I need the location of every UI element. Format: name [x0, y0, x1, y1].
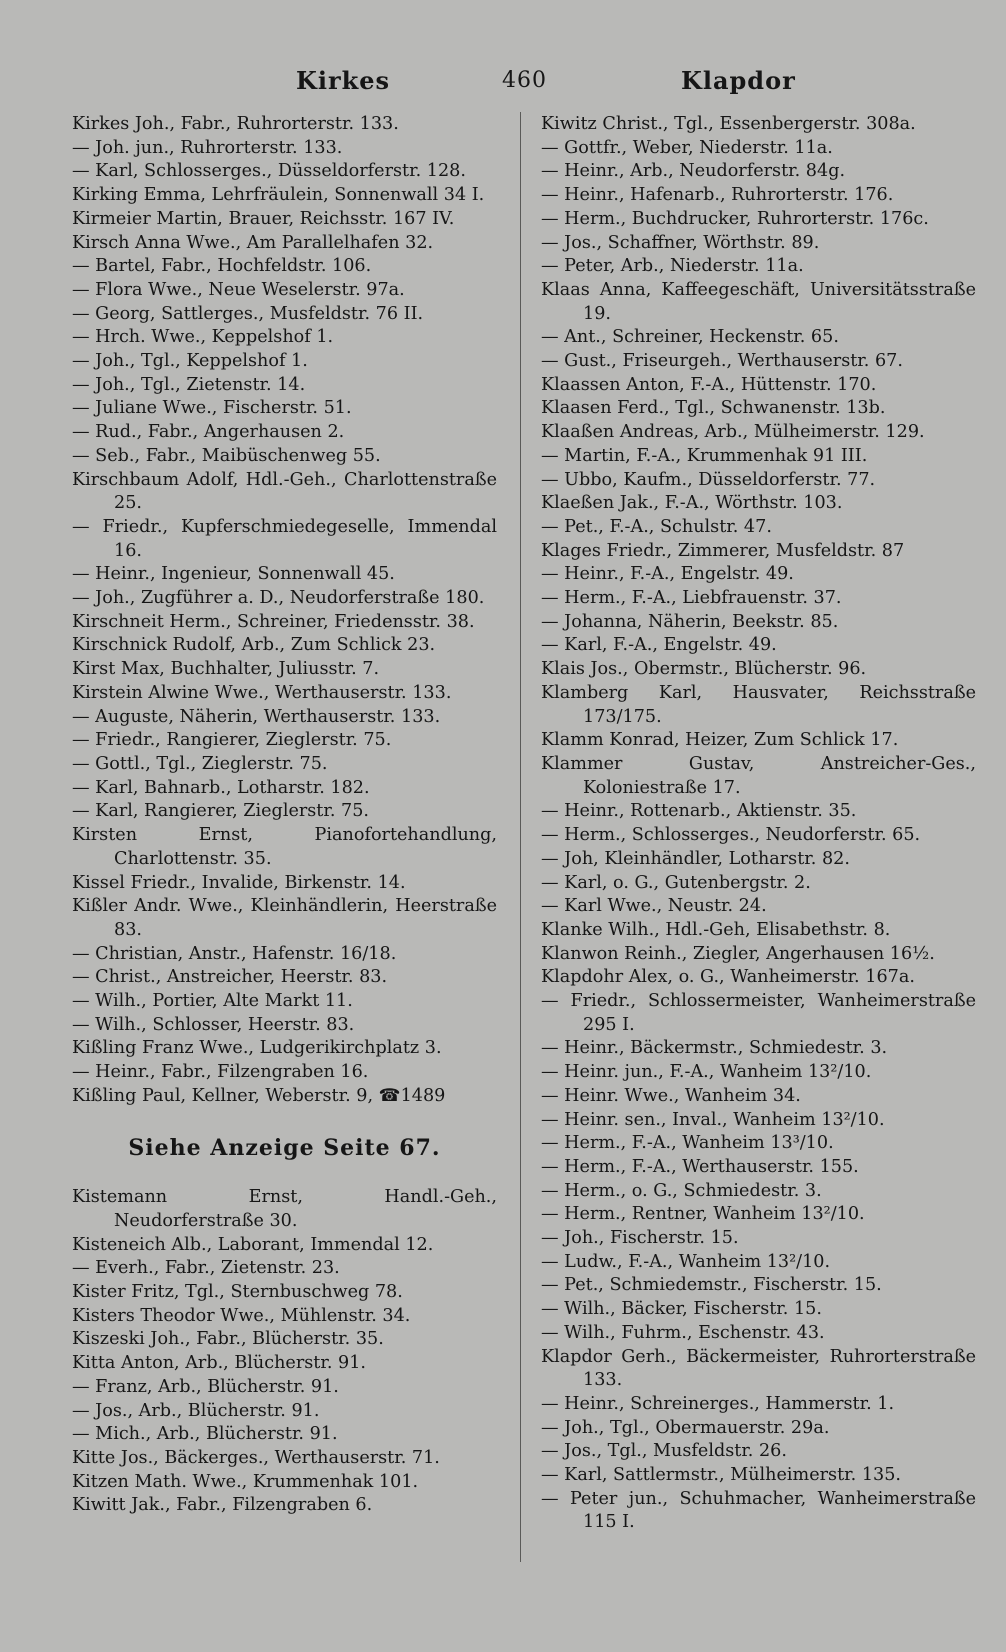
directory-entry: — Herm., F.-A., Wanheim 13³/10.	[541, 1133, 834, 1154]
directory-entry: Klaaßen Andreas, Arb., Mülheimerstr. 129.	[541, 422, 925, 443]
directory-entry: Klaassen Anton, F.-A., Hüttenstr. 170.	[541, 374, 877, 395]
directory-entry: — Karl, Sattlermstr., Mülheimerstr. 135.	[541, 1465, 901, 1486]
directory-entry: — Heinr., Fabr., Filzengraben 16.	[72, 1062, 369, 1083]
right-column	[541, 113, 976, 1535]
directory-entry: — Gust., Friseurgeh., Werthauserstr. 67.	[541, 351, 903, 372]
page-number: 460	[502, 68, 547, 93]
directory-entry: Kirsch Anna Wwe., Am Parallelhafen 32.	[72, 232, 434, 253]
directory-entry: — Karl, o. G., Gutenbergstr. 2.	[541, 872, 811, 893]
column-divider	[520, 112, 521, 1562]
header-right-keyword: Klapdor	[681, 66, 796, 95]
directory-entry: Kirst Max, Buchhalter, Juliusstr. 7.	[72, 659, 380, 680]
directory-entry: Kirschneit Herm., Schreiner, Friedensstr. 38.	[72, 611, 475, 632]
directory-entry: Kitzen Math. Wwe., Krummenhak 101.	[72, 1471, 419, 1492]
directory-entry: Klammer Gustav, Anstreicher-Ges., Koloniestraße 17.	[541, 753, 976, 798]
right-entries	[541, 113, 976, 1535]
directory-entry: Klais Jos., Obermstr., Blücherstr. 96.	[541, 659, 867, 680]
directory-entry: — Wilh., Schlosser, Heerstr. 83.	[72, 1014, 355, 1035]
directory-entry: Klaas Anna, Kaffeegeschäft, Universitätsstraße 19.	[541, 279, 976, 324]
directory-entry: Kiwitz Christ., Tgl., Essenbergerstr. 308a.	[541, 114, 916, 134]
directory-entry: Klages Friedr., Zimmerer, Musfeldstr. 87	[541, 540, 905, 561]
directory-entry: Kister Fritz, Tgl., Sternbuschweg 78.	[72, 1282, 403, 1303]
directory-entry: Kirkes Joh., Fabr., Ruhrorterstr. 133.	[72, 114, 399, 134]
directory-entry: — Peter jun., Schuhmacher, Wanheimerstraße 115 I.	[541, 1488, 976, 1533]
directory-entry: — Friedr., Rangierer, Zieglerstr. 75.	[72, 730, 392, 751]
directory-entry: — Pet., Schmiedemstr., Fischerstr. 15.	[541, 1275, 882, 1296]
directory-entry: — Auguste, Näherin, Werthauserstr. 133.	[72, 706, 441, 727]
directory-entry: — Pet., F.-A., Schulstr. 47.	[541, 516, 772, 537]
directory-entry: Klaeßen Jak., F.-A., Wörthstr. 103.	[541, 493, 843, 514]
directory-entry: Kissel Friedr., Invalide, Birkenstr. 14.	[72, 872, 406, 893]
directory-entry: Kißling Franz Wwe., Ludgerikirchplatz 3.	[72, 1038, 442, 1059]
directory-entry: — Heinr., Hafenarb., Ruhrorterstr. 176.	[541, 185, 894, 206]
directory-entry: — Seb., Fabr., Maibüschenweg 55.	[72, 445, 381, 466]
directory-entry: — Gottl., Tgl., Zieglerstr. 75.	[72, 753, 328, 774]
directory-entry: — Heinr., Schreinerges., Hammerstr. 1.	[541, 1393, 895, 1414]
directory-entry: — Gottfr., Weber, Niederstr. 11a.	[541, 137, 833, 158]
directory-entry: — Hrch. Wwe., Keppelshof 1.	[72, 327, 334, 348]
directory-entry: — Juliane Wwe., Fischerstr. 51.	[72, 398, 352, 419]
directory-entry: — Heinr., F.-A., Engelstr. 49.	[541, 564, 794, 585]
directory-entry: Kitta Anton, Arb., Blücherstr. 91.	[72, 1353, 366, 1374]
directory-entry: Kirschbaum Adolf, Hdl.-Geh., Charlottenstraße 25.	[72, 469, 497, 514]
directory-entry: — Herm., F.-A., Werthauserstr. 155.	[541, 1156, 859, 1177]
directory-entry: — Jos., Schaffner, Wörthstr. 89.	[541, 232, 820, 253]
directory-entry: — Wilh., Portier, Alte Markt 11.	[72, 991, 353, 1012]
directory-entry: — Joh. jun., Ruhrorterstr. 133.	[72, 137, 343, 158]
directory-entry: — Jos., Tgl., Musfeldstr. 26.	[541, 1441, 787, 1462]
directory-entry: — Heinr., Bäckermstr., Schmiedestr. 3.	[541, 1038, 888, 1059]
directory-entry: — Friedr., Kupferschmiedegeselle, Immendal 16.	[72, 516, 497, 561]
directory-entry: — Ubbo, Kaufm., Düsseldorferstr. 77.	[541, 469, 876, 490]
directory-entry: Kisteneich Alb., Laborant, Immendal 12.	[72, 1234, 434, 1255]
directory-entry: Klanwon Reinh., Ziegler, Angerhausen 16½.	[541, 943, 935, 964]
directory-entry: — Karl, Bahnarb., Lotharstr. 182.	[72, 777, 370, 798]
directory-entry: — Joh., Zugführer a. D., Neudorferstraße 180.	[72, 588, 485, 609]
directory-entry: — Heinr. sen., Inval., Wanheim 13²/10.	[541, 1109, 885, 1130]
directory-entry: Klaasen Ferd., Tgl., Schwanenstr. 13b.	[541, 398, 886, 419]
directory-entry: Klamm Konrad, Heizer, Zum Schlick 17.	[541, 730, 899, 751]
directory-entry: Kirking Emma, Lehrfräulein, Sonnenwall 34 I.	[72, 185, 485, 206]
directory-entry: — Ludw., F.-A., Wanheim 13²/10.	[541, 1251, 831, 1272]
directory-entry: — Herm., F.-A., Liebfrauenstr. 37.	[541, 588, 842, 609]
directory-entry: — Johanna, Näherin, Beekstr. 85.	[541, 611, 839, 632]
directory-entry: — Ant., Schreiner, Heckenstr. 65.	[541, 327, 839, 348]
directory-entry: Kiwitt Jak., Fabr., Filzengraben 6.	[72, 1495, 373, 1516]
directory-entry: — Karl Wwe., Neustr. 24.	[541, 896, 767, 917]
left-entries-bottom	[72, 1186, 497, 1518]
directory-entry: — Christian, Anstr., Hafenstr. 16/18.	[72, 943, 397, 964]
directory-entry: — Joh., Tgl., Keppelshof 1.	[72, 351, 308, 372]
directory-entry: — Wilh., Bäcker, Fischerstr. 15.	[541, 1299, 822, 1320]
advertisement-notice: Siehe Anzeige Seite 67.	[128, 1134, 441, 1161]
directory-entry: Klamberg Karl, Hausvater, Reichsstraße 173/175.	[541, 682, 976, 727]
left-column	[72, 113, 497, 1518]
directory-entry: — Christ., Anstreicher, Heerstr. 83.	[72, 967, 388, 988]
header-left-keyword: Kirkes	[296, 66, 391, 95]
directory-entry: Kißler Andr. Wwe., Kleinhändlerin, Heerstraße 83.	[72, 896, 497, 940]
directory-entry: — Friedr., Schlossermeister, Wanheimerstraße 295 I.	[541, 991, 976, 1035]
directory-entry: — Flora Wwe., Neue Weselerstr. 97a.	[72, 279, 405, 300]
directory-entry: — Herm., Schlosserges., Neudorferstr. 65.	[541, 825, 921, 846]
directory-entry: — Peter, Arb., Niederstr. 11a.	[541, 256, 804, 277]
directory-entry: — Rud., Fabr., Angerhausen 2.	[72, 422, 345, 443]
directory-entry: — Joh, Kleinhändler, Lotharstr. 82.	[541, 848, 850, 869]
directory-entry: — Herm., o. G., Schmiedestr. 3.	[541, 1180, 822, 1201]
directory-entry: Kistemann Ernst, Handl.-Geh., Neudorferstraße 30.	[72, 1187, 497, 1231]
directory-entry: — Karl, Rangierer, Zieglerstr. 75.	[72, 801, 370, 822]
directory-entry: — Mich., Arb., Blücherstr. 91.	[72, 1424, 338, 1445]
left-entries-top	[72, 113, 497, 1109]
directory-entry: — Martin, F.-A., Krummenhak 91 III.	[541, 445, 868, 466]
directory-entry: — Georg, Sattlerges., Musfeldstr. 76 II.	[72, 303, 424, 324]
directory-entry: — Heinr., Ingenieur, Sonnenwall 45.	[72, 564, 395, 585]
directory-entry: Kitte Jos., Bäckerges., Werthauserstr. 71.	[72, 1447, 440, 1468]
directory-entry: — Wilh., Fuhrm., Eschenstr. 43.	[541, 1322, 825, 1343]
directory-entry: Kirstein Alwine Wwe., Werthauserstr. 133.	[72, 682, 452, 703]
directory-entry: Klapdor Gerh., Bäckermeister, Ruhrorterstraße 133.	[541, 1346, 976, 1391]
directory-entry: — Herm., Rentner, Wanheim 13²/10.	[541, 1204, 865, 1225]
directory-entry: Kirmeier Martin, Brauer, Reichsstr. 167 IV.	[72, 208, 455, 229]
directory-entry: — Jos., Arb., Blücherstr. 91.	[72, 1400, 320, 1421]
directory-entry: — Herm., Buchdrucker, Ruhrorterstr. 176c.	[541, 208, 929, 229]
directory-entry: Klapdohr Alex, o. G., Wanheimerstr. 167a.	[541, 967, 915, 988]
directory-entry: — Joh., Tgl., Obermauerstr. 29a.	[541, 1417, 830, 1438]
directory-entry: — Joh., Fischerstr. 15.	[541, 1228, 739, 1249]
directory-entry: — Heinr. Wwe., Wanheim 34.	[541, 1085, 801, 1106]
directory-entry: — Karl, Schlosserges., Düsseldorferstr. 128.	[72, 161, 466, 182]
directory-entry: — Bartel, Fabr., Hochfeldstr. 106.	[72, 256, 372, 277]
directory-entry: Kißling Paul, Kellner, Weberstr. 9, ☎1489	[72, 1085, 446, 1106]
directory-entry: — Heinr., Rottenarb., Aktienstr. 35.	[541, 801, 857, 822]
directory-entry: Kiszeski Joh., Fabr., Blücherstr. 35.	[72, 1329, 384, 1350]
directory-entry: — Franz, Arb., Blücherstr. 91.	[72, 1376, 339, 1397]
directory-entry: — Karl, F.-A., Engelstr. 49.	[541, 635, 777, 656]
directory-entry: Kisters Theodor Wwe., Mühlenstr. 34.	[72, 1305, 411, 1326]
directory-entry: — Heinr. jun., F.-A., Wanheim 13²/10.	[541, 1062, 872, 1083]
directory-entry: — Everh., Fabr., Zietenstr. 23.	[72, 1258, 340, 1279]
directory-entry: Kirsten Ernst, Pianofortehandlung, Charlottenstr. 35.	[72, 825, 497, 869]
directory-entry: Kirschnick Rudolf, Arb., Zum Schlick 23.	[72, 635, 436, 656]
directory-entry: Klanke Wilh., Hdl.-Geh, Elisabethstr. 8.	[541, 919, 891, 940]
directory-entry: — Joh., Tgl., Zietenstr. 14.	[72, 374, 306, 395]
directory-entry: — Heinr., Arb., Neudorferstr. 84g.	[541, 161, 846, 182]
